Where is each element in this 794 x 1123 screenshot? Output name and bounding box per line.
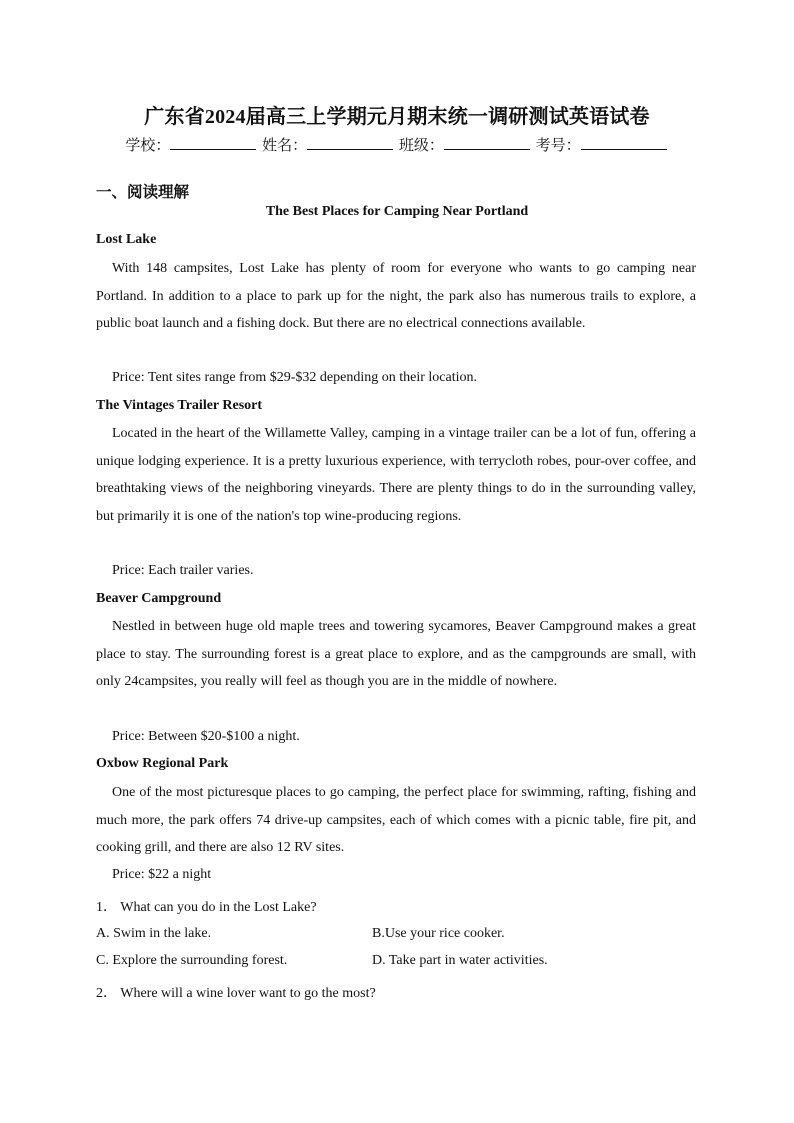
question-1-text: What can you do in the Lost Lake?: [120, 900, 317, 915]
question-1-number: 1．: [96, 900, 117, 915]
place-text-oxbow: One of the most picturesque places to go camping, the perfect place for swimming, rafting, fishing and much more, the park offers 74 drive-up campsites, each of which comes with a picnic table, fire pit, and cooking grill, and there are also 12 RV sites.: [96, 785, 696, 856]
place-text-lost-lake: With 148 campsites, Lost Lake has plenty of room for everyone who wants to go camping near Portland. In addition to a place to park up for the night, the park also has numerous trails to explore, a public boat launch and a fishing dock. But there are no electrical connections available.: [96, 261, 696, 332]
question-1-option-c[interactable]: C. Explore the surrounding forest.: [96, 953, 288, 968]
question-1-option-a[interactable]: A. Swim in the lake.: [96, 926, 212, 941]
name-label: 姓名：: [262, 138, 308, 154]
place-heading-lost-lake: Lost Lake: [96, 232, 157, 247]
place-heading-vintages: The Vintages Trailer Resort: [96, 398, 263, 413]
student-info-line: [0, 134, 794, 155]
section-heading: 一、阅读理解: [96, 184, 190, 201]
passage-title: The Best Places for Camping Near Portland: [265, 204, 529, 219]
exam-no-blank[interactable]: [581, 135, 667, 150]
place-price-beaver: Price: Between $20-$100 a night.: [112, 729, 300, 744]
class-blank[interactable]: [444, 135, 530, 150]
name-blank[interactable]: [307, 135, 393, 150]
place-price-lost-lake: Price: Tent sites range from $29-$32 depending on their location.: [112, 370, 478, 385]
question-1-option-d[interactable]: D. Take part in water activities.: [372, 953, 548, 968]
school-blank[interactable]: [170, 135, 256, 150]
place-heading-oxbow: Oxbow Regional Park: [96, 756, 229, 771]
place-heading-beaver: Beaver Campground: [96, 591, 222, 606]
exam-title: 广东省2024届高三上学期元月期末统一调研测试英语试卷: [144, 106, 650, 128]
exam-no-label: 考号：: [535, 138, 581, 154]
question-2-text: Where will a wine lover want to go the most?: [120, 986, 376, 1001]
question-2-number: 2．: [96, 986, 117, 1001]
question-1-option-b[interactable]: B.Use your rice cooker.: [372, 926, 505, 941]
question-1: [96, 896, 317, 916]
question-2: [96, 982, 376, 1002]
class-label: 班级：: [398, 138, 444, 154]
place-text-vintages: Located in the heart of the Willamette Valley, camping in a vintage trailer can be a lot of fun, offering a unique lodging experience. It is a pretty luxurious experience, with terrycloth robes, pour-over coffee, and breathtaking views of the neighboring vineyards. There are plenty things to do in the surrounding valley, but primarily it is one of the nation's top wine-producing regions.: [96, 426, 696, 525]
place-price-vintages: Price: Each trailer varies.: [112, 563, 254, 578]
school-label: 学校：: [125, 138, 171, 154]
place-price-oxbow: Price: $22 a night: [112, 867, 212, 882]
place-text-beaver: Nestled in between huge old maple trees and towering sycamores, Beaver Campground makes a great place to stay. The surrounding forest is a great place to explore, and as the campgrounds are small, with only 24campsites, you really will feel as though you are in the middle of nowhere.: [96, 619, 696, 690]
